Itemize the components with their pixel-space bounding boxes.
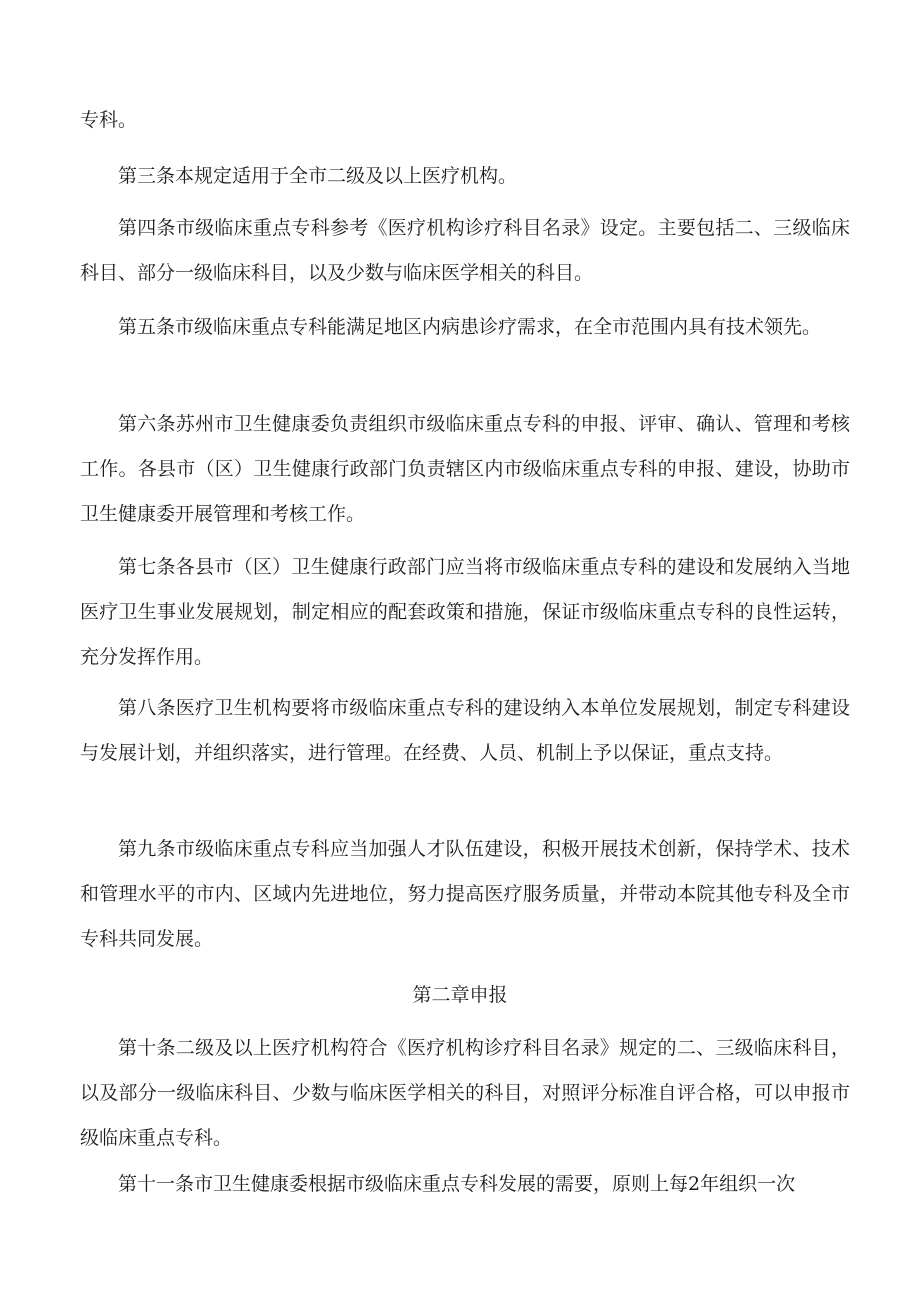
article-7: 第七条各县市（区）卫生健康行政部门应当将市级临床重点专科的建设和发展纳入当地医疗卫生事业发展规划，制定相应的配套政策和措施，保证市级临床重点专科的良性运转，充分发挥作用。 bbox=[80, 556, 850, 668]
article-10: 第十条二级及以上医疗机构符合《医疗机构诊疗科目名录》规定的二、三级临床科目，以及部分一级临床科目、少数与临床医学相关的科目，对照评分标准自评合格，可以申报市级临床重点专科。 bbox=[80, 1037, 850, 1149]
article-9: 第九条市级临床重点专科应当加强人才队伍建设，积极开展技术创新，保持学术、技术和管理水平的市内、区域内先进地位，努力提高医疗服务质量，并带动本院其他专科及全市专科共同发展。 bbox=[80, 838, 850, 950]
paragraph-continuation: 专科。 bbox=[80, 109, 138, 131]
article-5: 第五条市级临床重点专科能满足地区内病患诊疗需求，在全市范围内具有技术领先。 bbox=[118, 316, 822, 338]
article-8: 第八条医疗卫生机构要将市级临床重点专科的建设纳入本单位发展规划，制定专科建设与发展计划，并组织落实，进行管理。在经费、人员、机制上予以保证，重点支持。 bbox=[80, 697, 850, 764]
article-3: 第三条本规定适用于全市二级及以上医疗机构。 bbox=[118, 165, 518, 187]
article-11: 第十一条市卫生健康委根据市级临床重点专科发展的需要，原则上每2年组织一次 bbox=[118, 1173, 796, 1195]
chapter-heading: 第二章申报 bbox=[412, 984, 508, 1006]
article-6: 第六条苏州市卫生健康委负责组织市级临床重点专科的申报、评审、确认、管理和考核工作。各县市（区）卫生健康行政部门负责辖区内市级临床重点专科的申报、建设，协助市卫生健康委开展管理和考核工作。 bbox=[80, 413, 850, 525]
article-4: 第四条市级临床重点专科参考《医疗机构诊疗科目名录》设定。主要包括二、三级临床科目、部分一级临床科目，以及少数与临床医学相关的科目。 bbox=[80, 217, 850, 284]
